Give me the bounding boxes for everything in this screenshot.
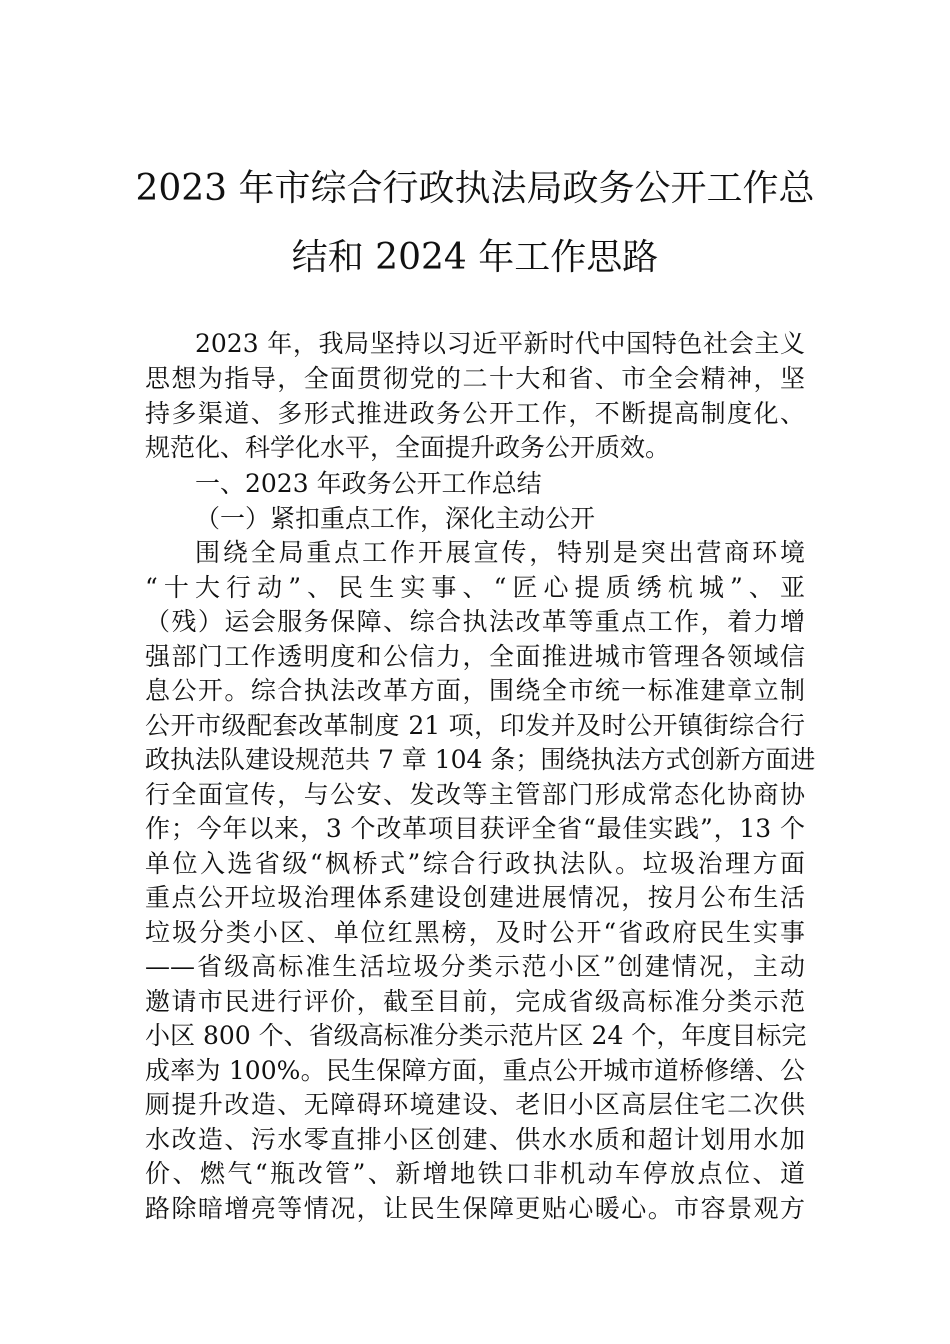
paragraph-line: 重点公开垃圾治理体系建设创建进展情况，按月公布生活 [145,883,805,912]
paragraph-line: 单位入选省级“枫桥式”综合行政执法队。垃圾治理方面 [145,849,805,878]
document-title-line-2: 结和 2024 年工作思路 [291,237,659,278]
subsection-heading: （一）紧扣重点工作，深化主动公开 [195,504,596,533]
paragraph-line: “十大行动”、民生实事、“匠心提质绣杭城”、亚 [145,573,805,602]
paragraph-line: 邀请市民进行评价，截至目前，完成省级高标准分类示范 [145,987,805,1016]
paragraph-line: 规范化、科学化水平，全面提升政务公开质效。 [145,433,671,462]
paragraph-line: 强部门工作透明度和公信力，全面推进城市管理各领域信 [145,642,805,671]
paragraph-line: 垃圾分类小区、单位红黑榜，及时公开“省政府民生实事 [145,918,805,947]
paragraph-line: 行全面宣传，与公安、发改等主管部门形成常态化协商协 [145,780,805,809]
section-heading: 一、2023 年政务公开工作总结 [195,469,542,498]
document-title-line-1: 2023 年市综合行政执法局政务公开工作总 [135,168,815,209]
paragraph-line: 持多渠道、多形式推进政务公开工作，不断提高制度化、 [145,399,805,428]
paragraph-line: （残）运会服务保障、综合执法改革等重点工作，着力增 [145,607,805,636]
paragraph-line: 水改造、污水零直排小区创建、供水水质和超计划用水加 [145,1125,805,1154]
paragraph-line: 思想为指导，全面贯彻党的二十大和省、市全会精神，坚 [145,364,805,393]
paragraph-line: 围绕全局重点工作开展宣传，特别是突出营商环境 [195,538,805,567]
paragraph-line: 息公开。综合执法改革方面，围绕全市统一标准建章立制 [145,676,805,705]
paragraph-line: 2023 年，我局坚持以习近平新时代中国特色社会主义 [195,329,805,358]
paragraph-line: 路除暗增亮等情况，让民生保障更贴心暖心。市容景观方 [145,1194,805,1223]
paragraph-line: 政执法队建设规范共 7 章 104 条；围绕执法方式创新方面进 [145,745,816,774]
paragraph-line: 厕提升改造、无障碍环境建设、老旧小区高层住宅二次供 [145,1090,805,1119]
paragraph-line: 作；今年以来，3 个改革项目获评全省“最佳实践”，13 个 [145,814,805,843]
paragraph-line: ——省级高标准生活垃圾分类示范小区”创建情况，主动 [145,952,805,981]
paragraph-line: 公开市级配套改革制度 21 项，印发并及时公开镇街综合行 [145,711,805,740]
paragraph-line: 成率为 100%。民生保障方面，重点公开城市道桥修缮、公 [145,1056,805,1085]
paragraph-line: 小区 800 个、省级高标准分类示范片区 24 个，年度目标完 [145,1021,807,1050]
paragraph-line: 价、燃气“瓶改管”、新增地铁口非机动车停放点位、道 [145,1159,805,1188]
